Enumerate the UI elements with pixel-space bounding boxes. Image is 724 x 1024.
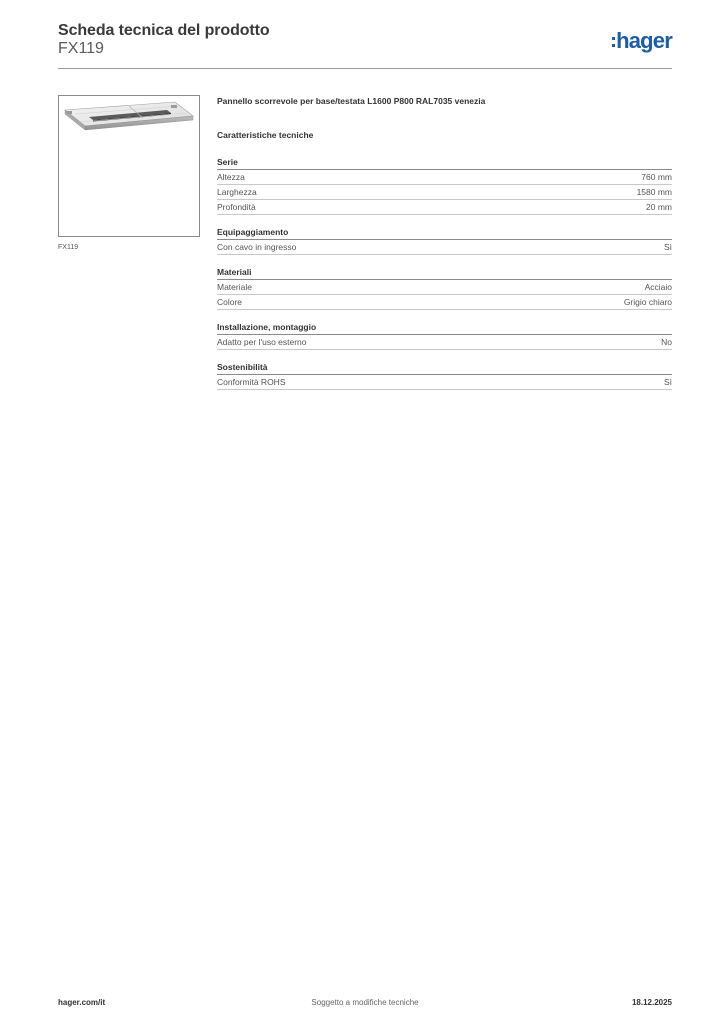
specs-heading: Caratteristiche tecniche: [217, 130, 314, 140]
spec-label: Conformità ROHS: [217, 377, 286, 387]
logo-text: hager: [616, 28, 672, 53]
spec-value: 760 mm: [641, 172, 672, 182]
spec-row-rohs: [217, 375, 672, 390]
spec-group-title: Installazione, montaggio: [217, 321, 672, 335]
spec-label: Colore: [217, 297, 243, 307]
header-divider: [58, 68, 672, 69]
spec-group-title: Sostenibilità: [217, 361, 672, 375]
spec-row-colore: [217, 295, 672, 310]
spec-group-title: Materiali: [217, 266, 672, 280]
spec-group-equipaggiamento: [217, 226, 672, 255]
spec-value: Acciaio: [644, 282, 672, 292]
spec-label: Profondità: [217, 202, 256, 212]
logo-dots-icon: [612, 37, 615, 47]
spec-value: Grigio chiaro: [623, 297, 672, 307]
footer-notice: Soggetto a modifiche tecniche: [311, 998, 419, 1007]
product-description: Pannello scorrevole per base/testata L1600 P800 RAL7035 venezia: [217, 96, 486, 106]
page-header: [58, 20, 672, 70]
spec-label: Altezza: [217, 172, 245, 182]
spec-group-installazione: [217, 321, 672, 350]
spec-label: Larghezza: [217, 187, 257, 197]
page-footer: [58, 998, 672, 1010]
spec-row-materiale: [217, 280, 672, 295]
spec-value: Sì: [663, 242, 672, 252]
product-image: [58, 95, 200, 237]
spec-label: Con cavo in ingresso: [217, 242, 297, 252]
spec-value: Sì: [663, 377, 672, 387]
spec-row-profondita: [217, 200, 672, 215]
spec-row-uso-esterno: [217, 335, 672, 350]
document-title: Scheda tecnica del prodotto: [58, 22, 270, 39]
product-code: FX119: [58, 40, 104, 57]
spec-content: [217, 95, 672, 390]
spec-label: Materiale: [217, 282, 252, 292]
spec-group-sostenibilita: [217, 361, 672, 390]
spec-value: 1580 mm: [636, 187, 672, 197]
spec-group-title: Equipaggiamento: [217, 226, 672, 240]
hager-logo: [612, 28, 672, 54]
spec-label: Adatto per l'uso esterno: [217, 337, 307, 347]
spec-group-serie: [217, 156, 672, 215]
spec-row-altezza: [217, 170, 672, 185]
sliding-panel-illustration-icon: [59, 96, 199, 236]
spec-group-title: Serie: [217, 156, 672, 170]
spec-row-larghezza: [217, 185, 672, 200]
footer-website-link[interactable]: hager.com/it: [58, 998, 106, 1007]
spec-row-cavo: [217, 240, 672, 255]
product-image-caption: FX119: [58, 244, 79, 251]
spec-group-materiali: [217, 266, 672, 310]
footer-date: 18.12.2025: [631, 998, 672, 1007]
spec-value: 20 mm: [646, 202, 672, 212]
spec-value: No: [661, 337, 672, 347]
